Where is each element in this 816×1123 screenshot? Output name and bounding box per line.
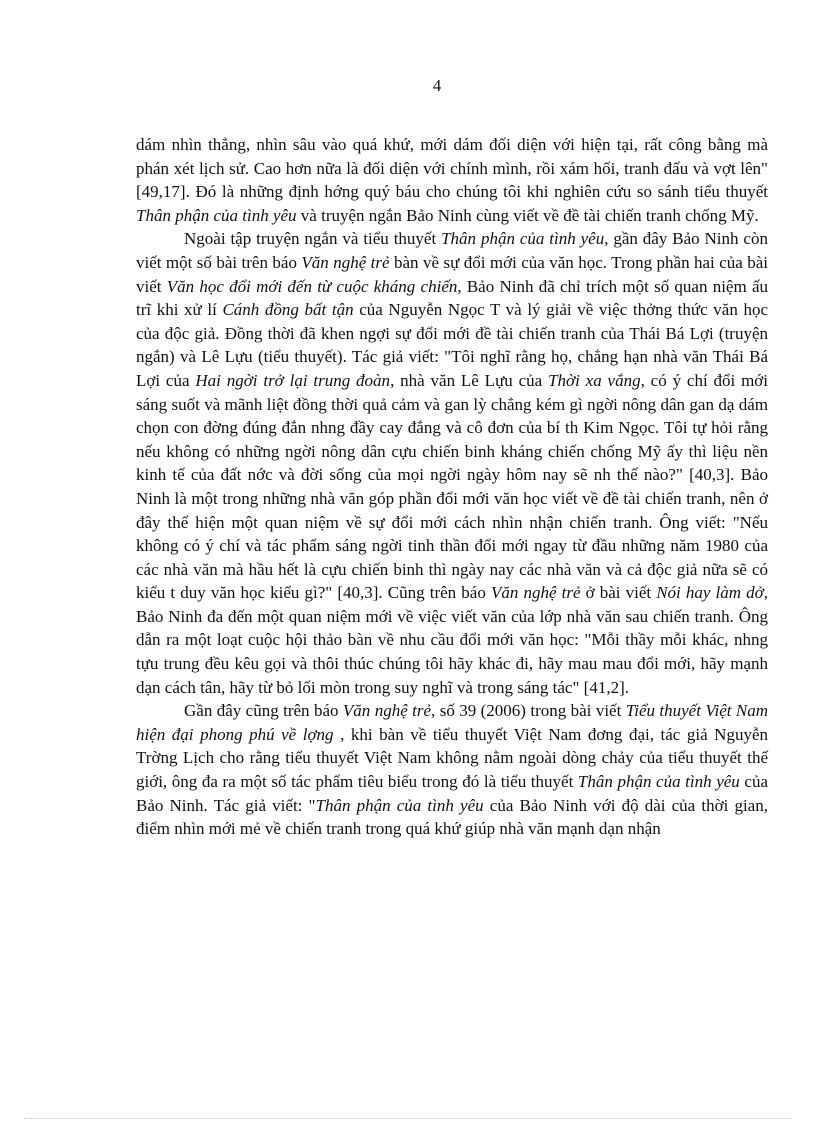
body-text: [136, 133, 768, 841]
text-run: , có ý chí đổi mới sáng suốt và mãnh liệt đồng thời quả cảm và gan lỳ chẳng kém gì ngời nông dân gan dạ dám chọn con đờng đúng đắn nhng đầy cay đắng và cô đơn của bí th Kim Ngọc. Tôi tự hỏi rằng nếu không có những ngời nông dân cựu chiến binh kháng chiến chống Mỹ ấy thì liệu nền kinh tế của đất nớc và đời sống của mọi ngời ngày hôm nay sẽ nh thế nào?" [40,3]. Bảo Ninh là một trong những nhà văn góp phần đổi mới văn học viết về đề tài chiến tranh, nên ở đây thể hiện một quan niệm về sự đổi mới cách nhìn nhận chiến tranh. Ông viết: "Nếu không có ý chí và tác phẩm sáng ngời tinh thần đổi mới ngay từ đầu những năm 1980 của các nhà văn mà hầu hết là cựu chiến binh thì ngày nay các nhà văn và cả độc giả nữa sẽ có kiểu t duy văn học kiểu gì?" [40,3]. Cũng trên báo: [136, 370, 769, 603]
italic-title: Tiểu thuyết Việt Nam hiện đại phong phú về lợng: [136, 701, 768, 744]
italic-title: Văn học đổi mới đến từ cuộc kháng chiến: [166, 276, 458, 296]
text-run: của Bảo Ninh. Tác giả viết: ": [136, 772, 768, 815]
italic-title: Thời xa vắng: [548, 370, 641, 390]
italic-title: Thân phận của tình yêu: [441, 229, 605, 249]
text-run: của Nguyễn Ngọc T và lý giải về việc thởng thức văn học của độc giả. Đồng thời đã khen ngợi sự đổi mới đề tài chiến tranh của Thái Bá Lợi (truyện ngắn) và Lê Lựu (tiểu thuyết). Tác giả viết: "Tôi nghĩ rằng họ, chẳng hạn nhà văn Thái Bá Lợi của: [136, 300, 768, 390]
paragraph-2: [136, 227, 768, 699]
italic-title: Hai ngời trở lại trung đoàn: [195, 370, 391, 390]
text-run: , nhà văn Lê Lựu của: [390, 370, 549, 390]
paragraph-1: [136, 133, 768, 227]
text-run: dám nhìn thẳng, nhìn sâu vào quá khứ, mới dám đối diện với hiện tại, rất công bằng mà phán xét lịch sử. Cao hơn nữa là đối diện với chính mình, rồi xám hối, tranh đấu và vợt lên" [49,17]. Đó là những định hớng quý báu cho chúng tôi khi nghiên cứu so sánh tiểu thuyết: [136, 135, 768, 202]
text-run: , khi bàn về tiểu thuyết Việt Nam đơng đại, tác giả Nguyễn Trờng Lịch cho rằng tiểu thuyết Việt Nam không nằm ngoài dòng chảy của tiểu thuyết thế giới, ông đa ra một số tác phẩm tiêu biểu trong đó là tiểu thuyết: [136, 724, 768, 792]
italic-title: Thân phận của tình yêu: [136, 205, 297, 225]
page-number: 4: [432, 76, 442, 95]
italic-title: Văn nghệ trẻ: [301, 252, 390, 272]
text-run: ở bài viết: [580, 583, 657, 603]
text-run: và truyện ngắn Bảo Ninh cùng viết về đề tài chiến tranh chống Mỹ.: [296, 205, 759, 225]
italic-title: Thân phận của tình yêu: [577, 772, 740, 792]
text-run: , gần đây Bảo Ninh còn viết một số bài trên báo: [136, 229, 768, 272]
text-run: Ngoài tập truyện ngắn và tiểu thuyết: [184, 229, 442, 249]
italic-title: Văn nghệ trẻ: [342, 701, 432, 721]
paragraph-3: [136, 699, 768, 841]
italic-title: Cánh đồng bất tận: [222, 300, 354, 320]
text-run: , số 39 (2006) trong bài viết: [431, 701, 626, 721]
text-run: của Bảo Ninh với độ dài của thời gian, điểm nhìn mới mẻ về chiến tranh trong quá khứ giúp nhà văn mạnh dạn nhận: [136, 795, 768, 839]
italic-title: Văn nghệ trẻ: [490, 583, 581, 603]
text-run: , Bảo Ninh đã chỉ trích một số quan niệm ấu trĩ khi xử lí: [136, 276, 768, 320]
text-run: , Bảo Ninh đa đến một quan niệm mới về việc viết văn của lớp nhà văn sau chiến tranh. Ông dẫn ra một loạt cuộc hội thảo bàn về nhu cầu đổi mới văn học: "Mỗi thầy mỗi khác, nhng tựu trung đều kêu gọi và thôi thúc chúng tôi hãy khác đi, hãy mau mau đổi mới, hãy mạnh dạn cách tân, hãy từ bỏ lối mòn trong suy nghĩ và trong sáng tác" [41,2].: [136, 583, 768, 697]
text-run: Gần đây cũng trên báo: [184, 701, 343, 721]
page-bottom-divider: [24, 1118, 792, 1119]
italic-title: Thân phận của tình yêu: [315, 795, 484, 815]
italic-title: Nói hay làm dở: [656, 583, 764, 603]
text-run: bàn về sự đổi mới của văn học. Trong phần hai của bài viết: [136, 252, 768, 296]
